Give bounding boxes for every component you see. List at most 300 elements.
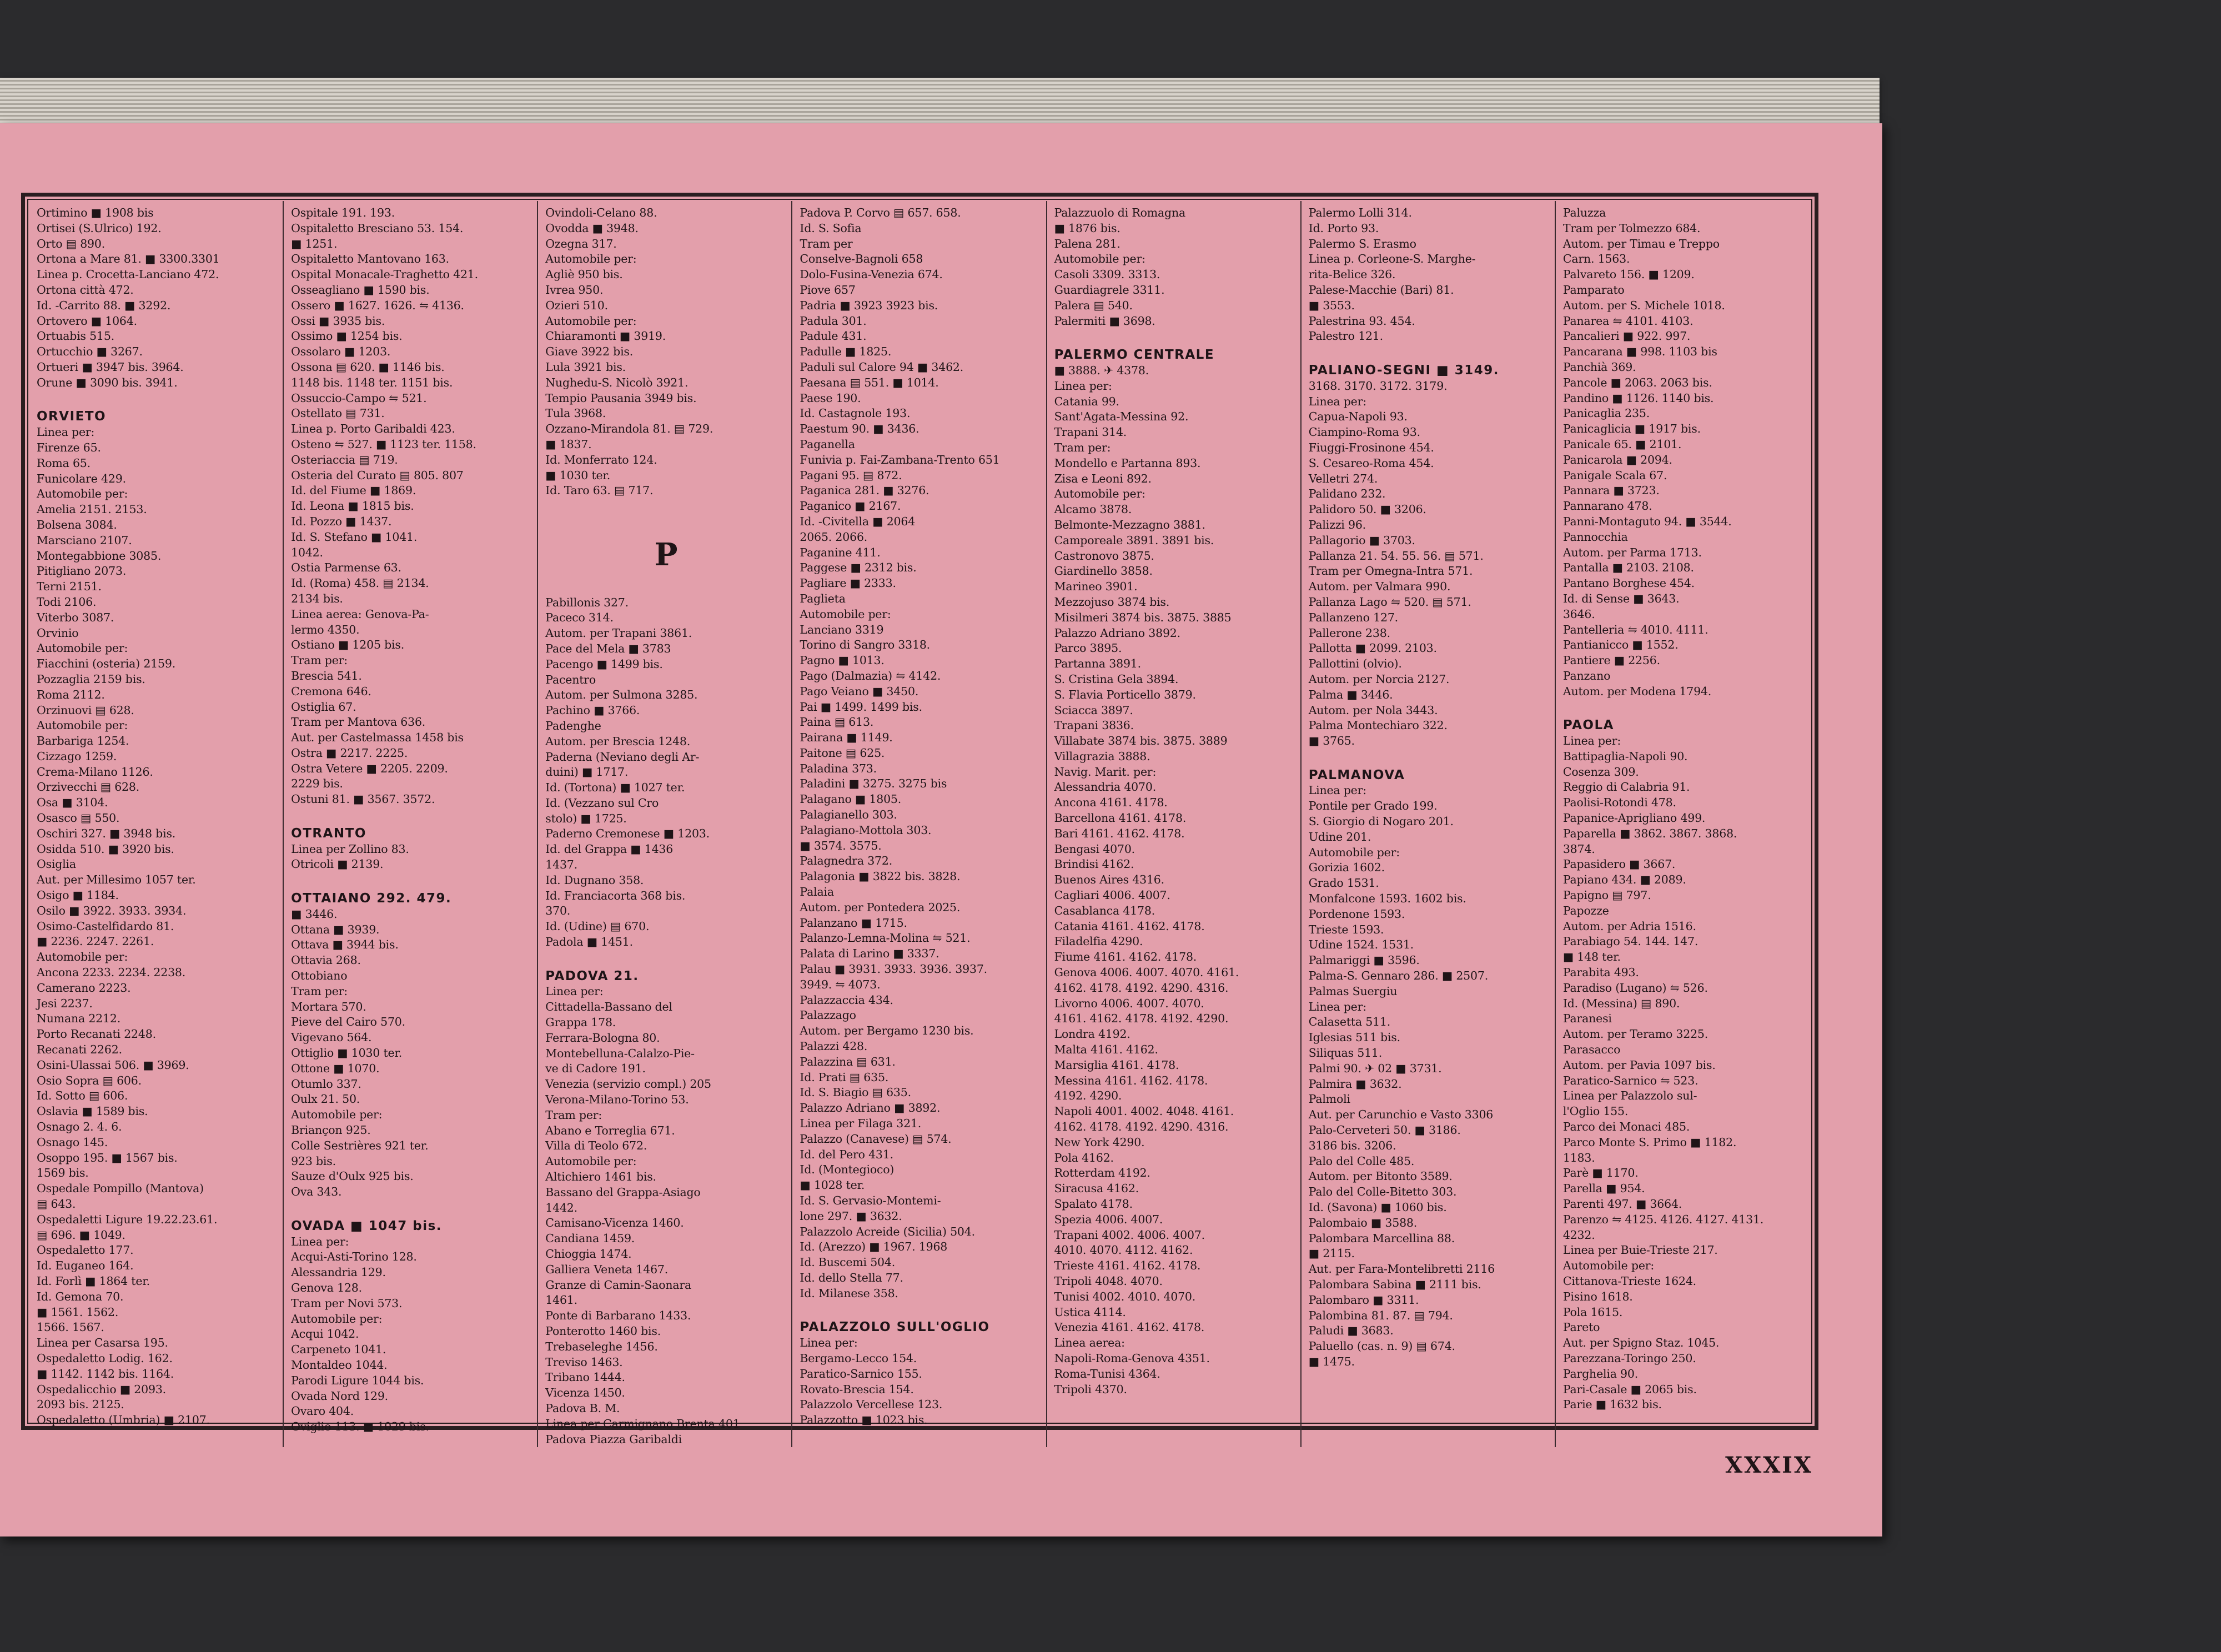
index-entry: 3949. ⇋ 4073. [800,977,881,991]
index-entry: Id. del Fiume ■ 1869. [291,484,416,498]
index-entry: Autom. per Timau e Treppo [1562,237,1720,250]
index-entry: OTTAIANO 292. 479. [291,891,452,906]
index-entry: Tram per: [1054,440,1111,454]
index-entry: Partanna 3891. [1054,657,1141,671]
index-entry [37,391,278,406]
index-entry: Panicarola ■ 2094. [1562,453,1672,466]
index-entry: Oulx 21. 50. [291,1092,360,1106]
index-entry: Parodi Ligure 1044 bis. [291,1373,424,1387]
index-entry: Marsiglia 4161. 4178. [1054,1058,1179,1072]
index-entry: Palese-Macchie (Bari) 81. [1308,283,1454,297]
index-entry: Padenghe [545,719,601,732]
index-entry: Id. del Pero 431. [800,1147,893,1161]
index-entry: Carpeneto 1041. [291,1343,386,1357]
index-entry: Chiaramonti ■ 3919. [545,329,666,343]
index-entry: Aut. per Fara-Montelibretti 2116 [1308,1262,1495,1276]
index-entry: Trapani 314. [1054,425,1127,439]
index-entry: Monfalcone 1593. 1602 bis. [1308,892,1466,906]
index-entry: Orzivecchi ▤ 628. [37,780,140,794]
index-entry: Palazzo Adriano 3892. [1054,626,1180,640]
index-entry: Venezia 4161. 4162. 4178. [1054,1320,1205,1334]
index-entry: Fiuggi-Frosinone 454. [1308,440,1434,454]
index-entry: Papozze [1562,903,1609,917]
index-entry: Spezia 4006. 4007. [1054,1212,1163,1226]
index-entry: Paceco 314. [545,611,614,625]
index-entry: Ossona ▤ 620. ■ 1146 bis. [291,360,445,374]
index-entry: Carn. 1563. [1562,252,1630,266]
index-entry: Id. (Savona) ■ 1060 bis. [1308,1201,1447,1214]
index-entry: Mezzojuso 3874 bis. [1054,595,1170,609]
index-entry: Palazzo (Canavese) ▤ 574. [800,1132,952,1146]
index-entry: S. Cesareo-Roma 454. [1308,456,1434,470]
index-entry: Osio Sopra ▤ 606. [37,1073,142,1087]
index-entry: Spalato 4178. [1054,1197,1133,1211]
index-entry: Recanati 2262. [37,1043,122,1057]
index-entry: Pagno ■ 1013. [800,654,885,667]
index-entry: Id. Gemona 70. [37,1289,124,1303]
index-entry: Id. S. Gervasio-Montemi- [800,1194,941,1207]
index-entry: Automobile per: [545,314,637,328]
index-entry: Ciampino-Roma 93. [1308,425,1420,439]
index-entry: Trebaseleghe 1456. [545,1339,658,1353]
index-entry: Id. S. Biagio ▤ 635. [800,1086,911,1099]
index-entry: Pallotta ■ 2099. 2103. [1308,641,1437,655]
index-entry: Orzinuovi ▤ 628. [37,703,134,717]
index-entry: Pantano Borghese 454. [1562,576,1695,590]
index-entry: Linea per Carmignano Brenta 401 [545,1417,740,1430]
index-entry: Napoli-Roma-Genova 4351. [1054,1351,1210,1365]
index-entry: Linea per: [37,425,95,439]
index-entry: Id. Dugnano 358. [545,873,644,887]
index-entry: Ostiano ■ 1205 bis. [291,638,405,652]
index-entry: Paestum 90. ■ 3436. [800,422,919,436]
index-entry: Ponterotto 1460 bis. [545,1324,661,1338]
index-entry: Alessandria 4070. [1054,780,1157,794]
index-entry: Udine 1524. 1531. [1308,938,1414,952]
index-entry: Funicolare 429. [37,471,126,485]
index-entry: Palazzolo Vercellese 123. [800,1398,943,1412]
index-entry: Ortona a Mare 81. ■ 3300.3301 [37,252,220,266]
index-entry: Palagano ■ 1805. [800,792,902,806]
index-entry: Autom. per Valmara 990. [1308,580,1451,594]
index-entry: Palo del Colle 485. [1308,1154,1415,1168]
index-column-3 [538,201,792,1447]
index-entry: Sauze d'Oulx 925 bis. [291,1169,414,1183]
index-entry: Padova B. M. [545,1401,620,1415]
index-entry: Villagrazia 3888. [1054,749,1150,763]
index-entry: Pareto [1562,1320,1600,1334]
index-entry [545,514,786,530]
index-entry: Ozieri 510. [545,298,608,312]
index-entry: Ottana ■ 3939. [291,922,380,936]
index-entry: Cagliari 4006. 4007. [1054,888,1170,902]
index-entry: Tram per: [291,984,348,998]
index-entry: Parie ■ 1632 bis. [1562,1398,1662,1412]
index-entry: Cremona 646. [291,684,371,698]
index-entry: Palombara Sabina ■ 2111 bis. [1308,1277,1481,1291]
index-entry: Bassano del Grappa-Asiago [545,1185,701,1199]
index-entry: Padola ■ 1451. [545,935,633,949]
index-entry: Alcamo 3878. [1054,503,1132,516]
index-entry: Tribano 1444. [545,1370,625,1384]
index-entry: Palena 281. [1054,237,1120,250]
index-entry: 1566. 1567. [37,1320,104,1334]
index-entry: Ostiglia 67. [291,700,356,714]
index-entry: Osilo ■ 3922. 3933. 3934. [37,903,187,917]
index-entry: Pantalla ■ 2103. 2108. [1562,561,1694,575]
index-entry: Palaia [800,885,834,899]
index-entry: Aut. per Millesimo 1057 ter. [37,873,196,887]
index-entry: Automobile per: [800,607,891,621]
index-entry: Palau ■ 3931. 3933. 3936. 3937. [800,962,987,976]
index-entry: Palombaro ■ 3311. [1308,1293,1419,1307]
index-entry: Ostuni 81. ■ 3567. 3572. [291,792,435,806]
index-entry: Pallottini (olvio). [1308,657,1402,671]
index-entry: Pantelleria ⇋ 4010. 4111. [1562,622,1709,636]
index-entry: Crema-Milano 1126. [37,765,153,779]
index-entry: Montebelluna-Calalzo-Pie- [545,1046,695,1060]
index-entry: Ossimo ■ 1254 bis. [291,329,403,343]
index-entry: Padula 301. [800,314,867,328]
index-entry: Pallanzeno 127. [1308,610,1398,624]
index-entry: lone 297. ■ 3632. [800,1209,902,1223]
index-entry: Pacentro [545,672,596,686]
index-entry: Tram per Tolmezzo 684. [1562,221,1701,235]
index-entry: Ovada Nord 129. [291,1389,388,1403]
index-entry: Grado 1531. [1308,876,1379,890]
index-entry: Ostra Vetere ■ 2205. 2209. [291,761,448,775]
index-entry: Pacengo ■ 1499 bis. [545,657,663,671]
index-entry: Palma ■ 3446. [1308,687,1393,701]
index-entry: Id. Porto 93. [1308,221,1379,235]
index-entry: Pannara ■ 3723. [1562,484,1660,498]
index-entry: Pallagorio ■ 3703. [1308,533,1415,547]
index-entry: l'Oglio 155. [1562,1104,1629,1118]
index-entry: ■ 1837. [545,437,592,451]
index-entry: Ottobiano [291,969,348,983]
index-entry: Paese 190. [800,391,861,405]
index-entry: Palazzago [800,1008,856,1022]
index-entry: Papanice-Aprigliano 499. [1562,811,1706,825]
index-page [0,123,1882,1536]
index-entry: Linea p. Crocetta-Lanciano 472. [37,268,219,282]
index-entry: Paitone ▤ 625. [800,746,885,760]
index-entry [1563,700,1805,715]
index-column-6 [1302,201,1556,1447]
index-entry: Pola 4162. [1054,1151,1114,1164]
index-entry: Id. del Grappa ■ 1436 [545,842,674,856]
index-entry: Id. dello Stella 77. [800,1271,903,1284]
index-entry: Ortovero ■ 1064. [37,314,137,328]
index-entry: Lula 3921 bis. [545,360,626,374]
index-entry: Ottavia 268. [291,953,361,967]
index-entry: Velletri 274. [1308,471,1378,485]
index-entry: Genova 128. [291,1281,362,1294]
index-entry: Linea per: [545,985,604,998]
index-entry: Camporeale 3891. 3891 bis. [1054,533,1214,547]
index-entry [545,580,786,595]
index-entry: Nughedu-S. Nicolò 3921. [545,375,689,389]
index-frame [21,193,1818,1446]
index-entry: 2134 bis. [291,591,343,605]
index-entry: Marsciano 2107. [37,533,132,547]
index-entry: Terni 2151. [37,580,102,594]
index-entry: Pozzaglia 2159 bis. [37,672,145,686]
index-entry: Brescia 541. [291,669,362,682]
index-entry: ■ 1251. [291,237,338,250]
index-entry: 2065. 2066. [800,530,868,544]
index-entry: Trapani 4002. 4006. 4007. [1054,1228,1205,1242]
index-entry: Pannocchia [1562,530,1628,544]
index-entry: Linea per: [1562,734,1621,748]
index-entry: Palazzuolo di Romagna [1054,206,1185,219]
index-entry: Id. (Tortona) ■ 1027 ter. [545,781,685,795]
index-entry: Paluzza [1562,206,1606,219]
index-entry: Palvareto 156. ■ 1209. [1562,268,1695,282]
index-entry: Id. (Vezzano sul Cro [545,796,659,810]
index-entry: Autom. per Trapani 3861. [545,626,692,640]
index-entry: Palombina 81. 87. ▤ 794. [1308,1308,1453,1322]
index-entry: Parenti 497. ■ 3664. [1562,1197,1682,1211]
index-entry: Guardiagrele 3311. [1054,283,1165,297]
index-entry: 4192. 4290. [1054,1089,1122,1103]
index-column-7 [1556,201,1810,1447]
index-entry: rita-Belice 326. [1308,268,1396,282]
index-entry: Autom. per Pontedera 2025. [800,900,961,914]
index-entry: Ospedaletti Ligure 19.22.23.61. [37,1212,218,1226]
index-entry: Id. S. Sofia [800,221,862,235]
index-entry: Castronovo 3875. [1054,549,1154,563]
index-entry: Ostra ■ 2217. 2225. [291,746,408,760]
index-entry: Paranesi [1562,1012,1612,1026]
index-entry: Osimo-Castelfidardo 81. [37,919,174,933]
index-entry: ▤ 643. [37,1197,76,1211]
index-entry: Cittanova-Trieste 1624. [1562,1274,1696,1288]
index-entry: Tram per [800,237,853,250]
index-entry: Automobile per: [291,1108,383,1122]
index-entry: Padova P. Corvo ▤ 657. 658. [800,206,961,219]
index-entry: Autom. per Modena 1794. [1562,684,1712,698]
index-entry: S. Cristina Gela 3894. [1054,672,1179,686]
index-entry: Aut. per Spigno Staz. 1045. [1562,1336,1720,1350]
index-entry: ■ 1561. 1562. [37,1305,119,1319]
index-entry: Paganella [800,437,855,451]
index-entry: ORVIETO [37,409,107,424]
index-entry: Paggese ■ 2312 bis. [800,561,917,575]
index-entry: Palo del Colle-Bitetto 303. [1308,1185,1457,1199]
index-entry: Pieve del Cairo 570. [291,1015,405,1029]
index-entry: Palazzi 428. [800,1040,868,1053]
index-entry: Buenos Aires 4316. [1054,873,1164,887]
index-entry: ■ 1030 ter. [545,468,611,482]
index-entry: Panicaglia 235. [1562,406,1650,420]
index-entry: Palermiti ■ 3698. [1054,314,1155,328]
index-entry: Belmonte-Mezzagno 3881. [1054,518,1205,531]
index-entry: Casablanca 4178. [1054,903,1155,917]
index-entry: Zisa e Leoni 892. [1054,471,1152,485]
index-entry: Palombaio ■ 3588. [1308,1216,1418,1229]
index-entry: Id. Prati ▤ 635. [800,1070,889,1084]
index-entry: ▤ 696. ■ 1049. [37,1228,125,1242]
index-entry: Id. (Montegioco) [800,1163,895,1177]
index-entry: Autom. per S. Michele 1018. [1562,298,1725,312]
index-entry: Linea p. Porto Garibaldi 423. [291,422,455,436]
index-entry: Autom. per Bergamo 1230 bis. [800,1024,974,1038]
index-entry: Autom. per Pavia 1097 bis. [1562,1058,1716,1072]
index-entry: Todi 2106. [37,595,97,609]
index-entry: Palestrina 93. 454. [1308,314,1415,328]
index-entry: Ospedalicchio ■ 2093. [37,1382,166,1396]
index-entry: Filadelfia 4290. [1054,935,1143,948]
index-entry: Linea per: [1308,784,1366,797]
index-entry: Osteria del Curato ▤ 805. 807 [291,468,464,482]
index-entry: Linea per: [1308,394,1366,408]
index-entry: Panarea ⇋ 4101. 4103. [1562,314,1694,328]
index-entry: Automobile per: [37,487,128,501]
index-entry: Camisano-Vicenza 1460. [545,1216,684,1230]
index-columns [29,201,1810,1446]
index-entry: Paolisi-Rotondi 478. [1562,796,1676,810]
index-entry: Granze di Camin-Saonara [545,1278,692,1292]
index-entry: Pago Veiano ■ 3450. [800,684,919,698]
index-entry: Linea per Casarsa 195. [37,1336,168,1350]
index-entry: Altichiero 1461 bis. [545,1170,656,1184]
index-entry: Id. Leona ■ 1815 bis. [291,499,414,513]
index-entry: Palazzolo Acreide (Sicilia) 504. [800,1224,975,1238]
index-entry: Padria ■ 3923 3923 bis. [800,298,938,312]
index-entry: Pancole ■ 2063. 2063 bis. [1562,375,1712,389]
index-entry: Catania 4161. 4162. 4178. [1054,919,1205,933]
index-entry: Agliè 950 bis. [545,268,623,282]
index-entry: Palagnedra 372. [800,854,893,868]
index-entry: Paganine 411. [800,545,881,559]
index-entry: Padulle ■ 1825. [800,345,892,359]
index-entry: Parco Monte S. Primo ■ 1182. [1562,1135,1737,1149]
index-entry: Pabillonis 327. [545,595,629,609]
index-entry: Parghelia 90. [1562,1367,1639,1380]
index-entry: Palera ▤ 540. [1054,298,1133,312]
index-entry: Udine 201. [1308,830,1371,843]
index-entry: Acqui-Asti-Torino 128. [291,1250,417,1264]
index-entry: PAOLA [1562,718,1614,733]
index-entry: Automobile per: [291,1312,383,1325]
index-entry: Aut. per Castelmassa 1458 bis [291,731,464,745]
index-entry: ■ 2115. [1308,1247,1355,1261]
index-entry: Jesi 2237. [37,996,93,1010]
index-entry: Linea per Zollino 83. [291,842,409,856]
index-entry: New York 4290. [1054,1135,1145,1149]
index-entry: ■ 3446. [291,907,338,921]
index-entry: Vigevano 564. [291,1031,372,1045]
index-entry: Otricoli ■ 2139. [291,857,384,871]
index-entry: Linea per: [1308,1000,1366,1013]
index-entry: Porto Recanati 2248. [37,1027,156,1041]
index-entry: Messina 4161. 4162. 4178. [1054,1073,1208,1087]
index-entry: Paratico-Sarnico ⇋ 523. [1562,1073,1699,1087]
index-entry: Fiacchini (osteria) 2159. [37,657,176,671]
index-entry: Ossolaro ■ 1203. [291,345,391,359]
index-entry: Ustica 4114. [1054,1305,1126,1319]
index-entry: Verona-Milano-Torino 53. [545,1093,689,1107]
index-entry: ■ 1876 bis. [1054,221,1120,235]
index-entry: Paganico ■ 2167. [800,499,901,513]
index-entry: Autom. per Bitonto 3589. [1308,1169,1453,1183]
index-entry: Cizzago 1259. [37,749,117,763]
index-entry: Camerano 2223. [37,981,131,995]
index-entry: Ova 343. [291,1185,342,1199]
index-entry: Acqui 1042. [291,1327,359,1341]
index-entry: Palestro 121. [1308,329,1383,343]
index-entry: Autom. per Adria 1516. [1562,919,1696,933]
index-entry: Id. Forlì ■ 1864 ter. [37,1274,150,1288]
index-entry: Roma-Tunisi 4364. [1054,1367,1160,1380]
index-entry: Automobile per: [1562,1259,1655,1273]
index-entry: Automobile per: [37,950,128,964]
index-entry: Automobile per: [1308,845,1400,859]
index-entry: ve di Cadore 191. [545,1062,646,1076]
index-entry [1309,749,1550,765]
index-entry: Pallanza Lago ⇋ 520. ▤ 571. [1308,595,1471,609]
index-entry: Siliquas 511. [1308,1046,1383,1060]
index-entry: Linea p. Corleone-S. Marghe- [1308,252,1476,266]
index-entry: Id. S. Stefano ■ 1041. [291,530,418,544]
index-entry: Genova 4006. 4007. 4070. 4161. [1054,966,1239,980]
index-entry: Osoppo 195. ■ 1567 bis. [37,1151,178,1164]
index-entry [291,1200,532,1216]
index-entry: Trieste 4161. 4162. 4178. [1054,1259,1201,1273]
index-entry: Paganica 281. ■ 3276. [800,484,929,498]
index-entry: Bari 4161. 4162. 4178. [1054,826,1185,840]
index-entry: Rovato-Brescia 154. [800,1382,914,1396]
index-entry: Cosenza 309. [1562,765,1639,779]
index-entry: Pallerone 238. [1308,626,1390,640]
index-entry: Osini-Ulassai 506. ■ 3969. [37,1058,189,1072]
index-entry: Id. -Civitella ■ 2064 [800,514,916,528]
index-entry: Automobile per: [545,252,637,266]
index-entry: Paladini ■ 3275. 3275 bis [800,777,947,791]
index-entry [800,1302,1041,1317]
index-entry: Id. Castagnole 193. [800,406,911,420]
index-entry: Pitigliano 2073. [37,564,127,578]
index-entry: Viterbo 3087. [37,610,114,624]
index-entry: Ossuccio-Campo ⇋ 521. [291,391,427,405]
index-entry: Colle Sestrières 921 ter. [291,1138,429,1152]
index-entry: Linea per: [1054,379,1112,393]
index-entry: Paladina 373. [800,761,877,775]
index-entry: Ortimino ■ 1908 bis [37,206,154,219]
index-entry: Linea per: [800,1336,858,1350]
index-entry [1309,344,1550,360]
index-entry: Id. Monferrato 124. [545,453,657,466]
index-entry: Paparella ■ 3862. 3867. 3868. [1562,826,1737,840]
index-entry: Ovaro 404. [291,1404,354,1418]
index-entry: 1042. [291,545,323,559]
index-entry: Palidoro 50. ■ 3206. [1308,503,1426,516]
index-entry: 3186 bis. 3206. [1308,1138,1396,1152]
index-entry: Ancona 4161. 4178. [1054,796,1168,810]
index-entry: Pai ■ 1499. 1499 bis. [800,700,922,714]
index-entry: Linea per: [291,1234,349,1248]
index-entry: Trapani 3836. [1054,719,1134,732]
index-entry: Marineo 3901. [1054,580,1138,594]
index-entry: Funivia p. Fai-Zambana-Trento 651 [800,453,1000,466]
index-entry: Osigo ■ 1184. [37,888,119,902]
index-entry: Tram per Omegna-Intra 571. [1308,564,1473,578]
index-entry: Palermo Lolli 314. [1308,206,1412,219]
index-entry: Id. (Udine) ▤ 670. [545,920,650,933]
index-entry: Pace del Mela ■ 3783 [545,641,671,655]
index-entry: Venezia (servizio compl.) 205 [545,1077,711,1091]
